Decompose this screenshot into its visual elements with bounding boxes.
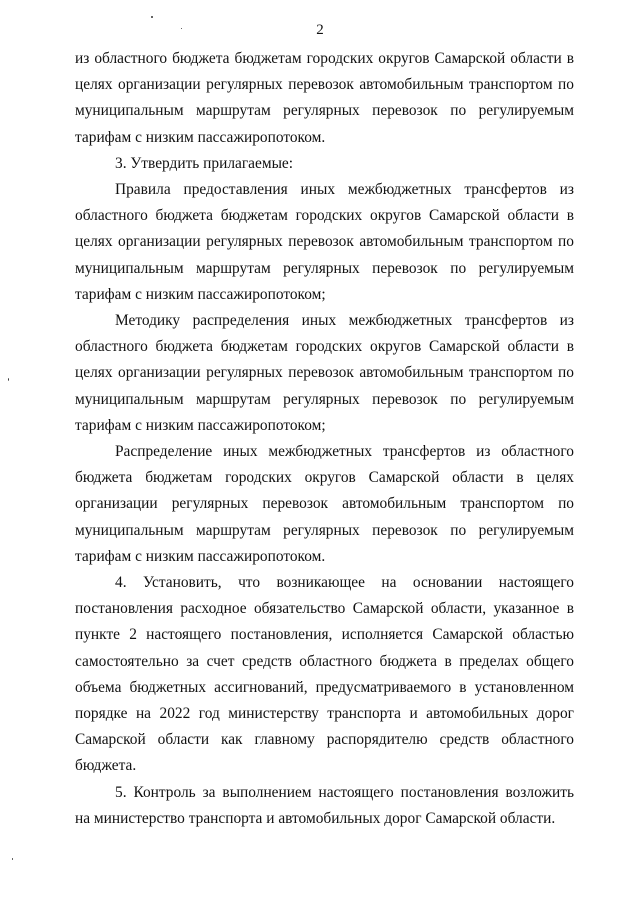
paragraph-3-distribution: Распределение иных межбюджетных трансфертов из областного бюджета бюджетам городских округов Самарской области в целях организации регулярных перевозок автомобильным транспортом по муниципальным маршрутам регулярных перевозок по регулируемым тарифам с низким пассажиропотоком. [75,443,574,565]
document-body [75,46,574,832]
scan-speck [12,858,13,860]
paragraph-3-rules: Правила предоставления иных межбюджетных трансфертов из областного бюджета бюджетам городских округов Самарской области в целях организации регулярных перевозок автомобильным транспортом по муниципальным маршрутам регулярных перевозок по регулируемым тарифам с низким пассажиропотоком; [75,181,574,303]
paragraph-3-method: Методику распределения иных межбюджетных трансфертов из областного бюджета бюджетам городских округов Самарской области в целях организации регулярных перевозок автомобильным транспортом по муниципальным маршрутам регулярных перевозок по регулируемым тарифам с низким пассажиропотоком; [75,312,574,434]
page-number: 2 [316,22,324,38]
scan-speck [8,378,9,381]
scan-speck [181,28,182,29]
paragraph-4: 4. Установить, что возникающее на основании настоящего постановления расходное обязательство Самарской области, указанное в пункте 2 настоящего постановления, исполняется Самарской областью самостоятельно за счет средств областного бюджета в пределах общего объема бюджетных ассигнований, предусматриваемого в установленном порядке на 2022 год министерству транспорта и автомобильных дорог Самарской области как главному распорядителю средств областного бюджета. [75,574,574,775]
paragraph-continuation: из областного бюджета бюджетам городских округов Самарской области в целях организации регулярных перевозок автомобильным транспортом по муниципальным маршрутам регулярных перевозок по регулируемым тарифам с низким пассажиропотоком. [75,50,574,146]
scan-speck [151,16,153,18]
paragraph-5: 5. Контроль за выполнением настоящего постановления возложить на министерство транспорта и автомобильных дорог Самарской области. [75,783,574,827]
paragraph-3-approve: 3. Утвердить прилагаемые: [115,154,294,172]
